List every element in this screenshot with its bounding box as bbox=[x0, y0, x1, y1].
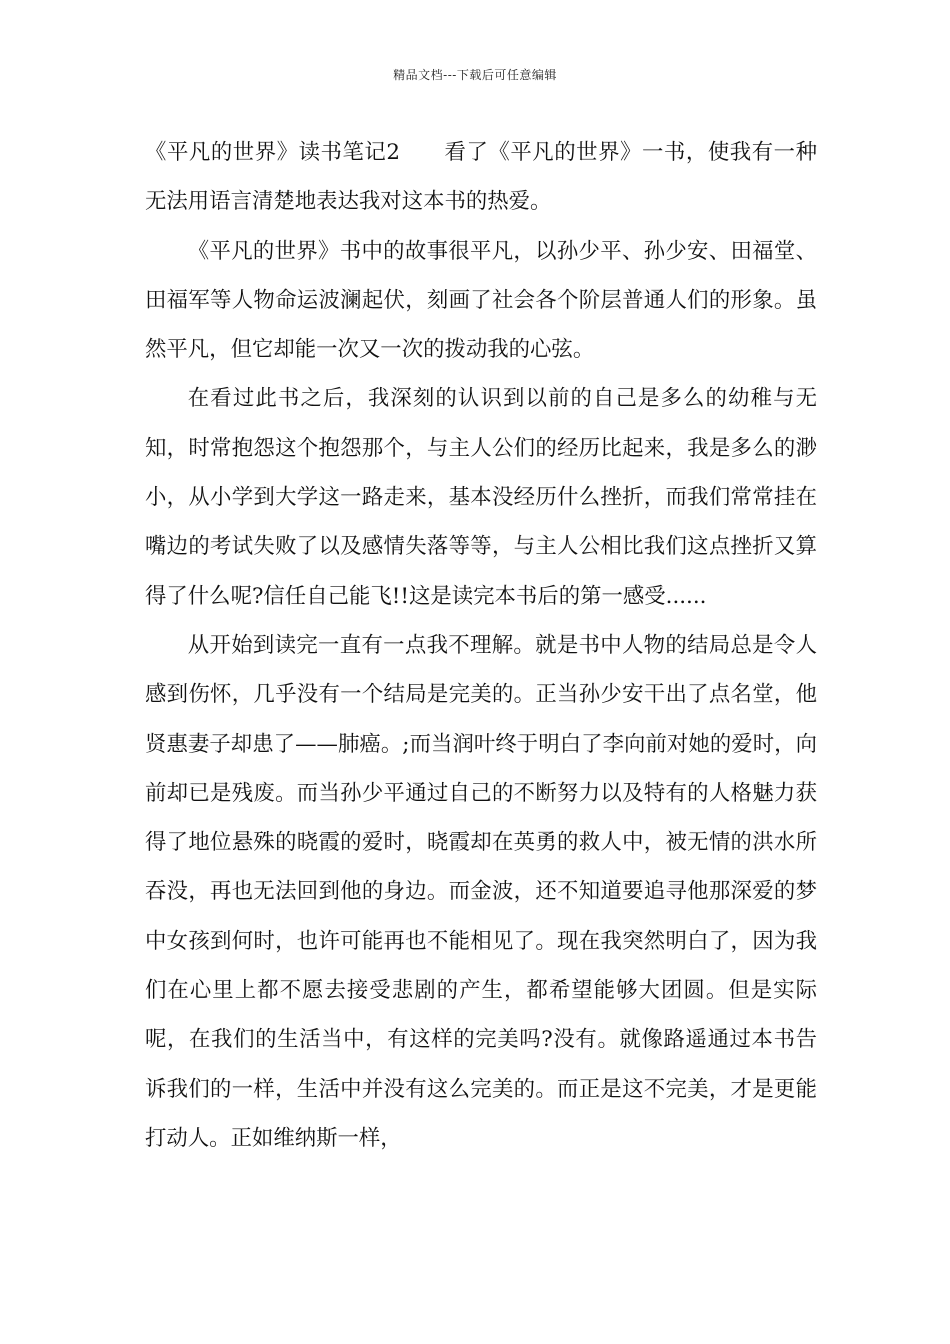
title-paragraph bbox=[145, 128, 817, 227]
document-body bbox=[145, 128, 817, 1163]
paragraph-2: 在看过此书之后，我深刻的认识到以前的自己是多么的幼稚与无知，时常抱怨这个抱怨那个，与主人公们的经历比起来，我是多么的渺小，从小学到大学这一路走来，基本没经历什么挫折，而我们常常挂在嘴边的考试失败了以及感情失落等等，与主人公相比我们这点挫折又算得了什么呢?信任自己能飞!!这是读完本书后的第一感受...... bbox=[145, 386, 817, 609]
intro-text: 看了《平凡的世界》一书，使我有一种无法用语言清楚地表达我对这本书的热爱。 bbox=[145, 140, 817, 215]
document-title: 《平凡的世界》读书笔记2 bbox=[145, 140, 400, 165]
paragraph-1: 《平凡的世界》书中的故事很平凡，以孙少平、孙少安、田福堂、田福军等人物命运波澜起伏，刻画了社会各个阶层普通人们的形象。虽然平凡，但它却能一次又一次的拨动我的心弦。 bbox=[145, 238, 817, 363]
page-header: 精品文档---下载后可任意编辑 bbox=[393, 68, 557, 82]
paragraph-3: 从开始到读完一直有一点我不理解。就是书中人物的结局总是令人感到伤怀，几乎没有一个结局是完美的。正当孙少安干出了点名堂，他贤惠妻子却患了——肺癌。;而当润叶终于明白了李向前对她的爱时，向前却已是残废。而当孙少平通过自己的不断努力以及特有的人格魅力获得了地位悬殊的晓霞的爱时，晓霞却在英勇的救人中，被无情的洪水所吞没，再也无法回到他的身边。而金波，还不知道要追寻他那深爱的梦中女孩到何时，也许可能再也不能相见了。现在我突然明白了，因为我们在心里上都不愿去接受悲剧的产生，都希望能够大团圆。但是实际呢，在我们的生活当中，有这样的完美吗?没有。就像路遥通过本书告诉我们的一样，生活中并没有这么完美的。而正是这不完美，才是更能打动人。正如维纳斯一样， bbox=[145, 632, 817, 1151]
